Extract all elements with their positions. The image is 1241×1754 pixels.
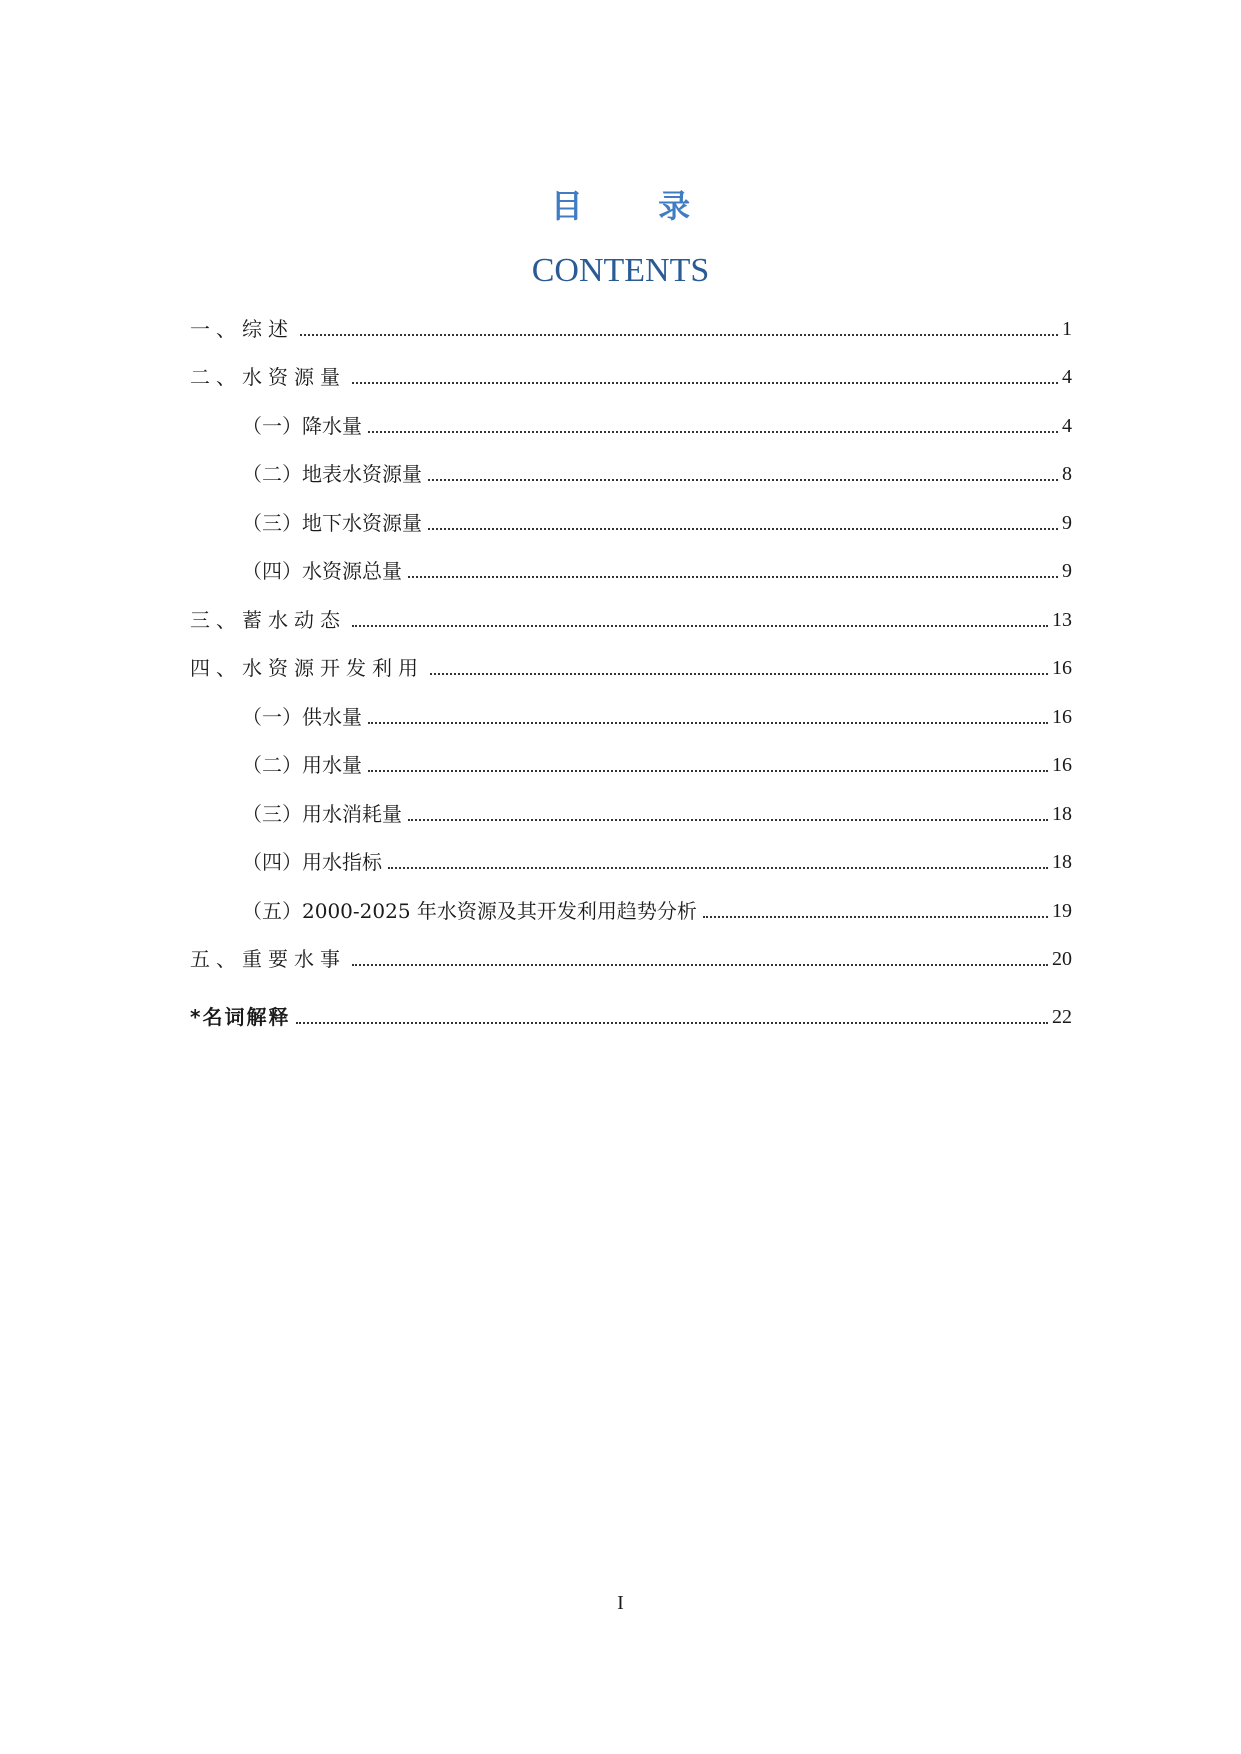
- toc-entry-total-water[interactable]: [242, 554, 1072, 584]
- toc-page-number: 16: [1052, 706, 1072, 728]
- toc-leader-dots: [352, 382, 1058, 384]
- toc-leader-dots: [352, 625, 1048, 627]
- toc-leader-dots: [408, 819, 1048, 821]
- toc-page-number: 1: [1062, 318, 1072, 340]
- toc-entry-label: （一）降水量: [242, 414, 362, 438]
- toc-page-number: 20: [1052, 948, 1072, 970]
- toc-entry-label: （一）供水量: [242, 705, 362, 729]
- toc-entry-development[interactable]: [190, 651, 1072, 681]
- toc-entry-precipitation[interactable]: [242, 409, 1072, 439]
- toc-entry-water-events[interactable]: [190, 942, 1072, 972]
- toc-title-chinese: 目 录: [550, 187, 723, 225]
- toc-page-number: 8: [1062, 463, 1072, 485]
- toc-page-number: 13: [1052, 609, 1072, 631]
- toc-entry-label: （二）用水量: [242, 753, 362, 777]
- toc-entry-water-use[interactable]: [242, 748, 1072, 778]
- toc-leader-dots: [388, 867, 1048, 869]
- toc-leader-dots: [368, 431, 1058, 433]
- toc-entry-label: （三）用水消耗量: [242, 802, 402, 826]
- toc-entry-label: （四）用水指标: [242, 850, 382, 874]
- toc-leader-dots: [352, 964, 1048, 966]
- toc-leader-dots: [428, 528, 1058, 530]
- toc-entry-label: （三）地下水资源量: [242, 511, 422, 535]
- toc-entry-label: *名词解释: [190, 1005, 291, 1029]
- toc-page-number: 9: [1062, 512, 1072, 534]
- toc-page-number: 4: [1062, 366, 1072, 388]
- toc-leader-dots: [296, 1022, 1048, 1024]
- toc-entry-label: （四）水资源总量: [242, 559, 402, 583]
- toc-leader-dots: [368, 770, 1048, 772]
- toc-entry-groundwater[interactable]: [242, 506, 1072, 536]
- toc-entry-label: （五）2000-2025 年水资源及其开发利用趋势分析: [242, 899, 697, 923]
- toc-entry-label: 四、水资源开发利用: [190, 656, 424, 680]
- toc-page-number: 4: [1062, 415, 1072, 437]
- toc-title-english: CONTENTS: [531, 252, 710, 289]
- toc-entry-storage[interactable]: [190, 603, 1072, 633]
- toc-entry-label: 三、蓄水动态: [190, 608, 346, 632]
- toc-entry-glossary[interactable]: [190, 1000, 1072, 1030]
- toc-entry-indicators[interactable]: [242, 845, 1072, 875]
- toc-entry-label: 一、综述: [190, 317, 294, 341]
- toc-entry-water-supply[interactable]: [242, 700, 1072, 730]
- toc-leader-dots: [300, 334, 1058, 336]
- toc-page-number: 16: [1052, 754, 1072, 776]
- toc-entry-label: 五、重要水事: [190, 947, 346, 971]
- toc-entry-overview[interactable]: [190, 312, 1072, 342]
- toc-page-number: 18: [1052, 803, 1072, 825]
- toc-leader-dots: [368, 722, 1048, 724]
- toc-entry-surface-water[interactable]: [242, 457, 1072, 487]
- toc-page-number: 16: [1052, 657, 1072, 679]
- toc-entry-water-resources[interactable]: [190, 360, 1072, 390]
- toc-leader-dots: [408, 576, 1058, 578]
- toc-leader-dots: [430, 673, 1048, 675]
- toc-entry-label: 二、水资源量: [190, 365, 346, 389]
- toc-page-number: 18: [1052, 851, 1072, 873]
- toc-entry-consumption[interactable]: [242, 797, 1072, 827]
- toc-page-number: 9: [1062, 560, 1072, 582]
- toc-entry-trend-analysis[interactable]: [242, 894, 1072, 924]
- page-number-footer: I: [617, 1592, 624, 1614]
- toc-page-number: 22: [1052, 1006, 1072, 1028]
- toc-page-number: 19: [1052, 900, 1072, 922]
- toc-leader-dots: [703, 916, 1048, 918]
- toc-leader-dots: [428, 479, 1058, 481]
- toc-entry-label: （二）地表水资源量: [242, 462, 422, 486]
